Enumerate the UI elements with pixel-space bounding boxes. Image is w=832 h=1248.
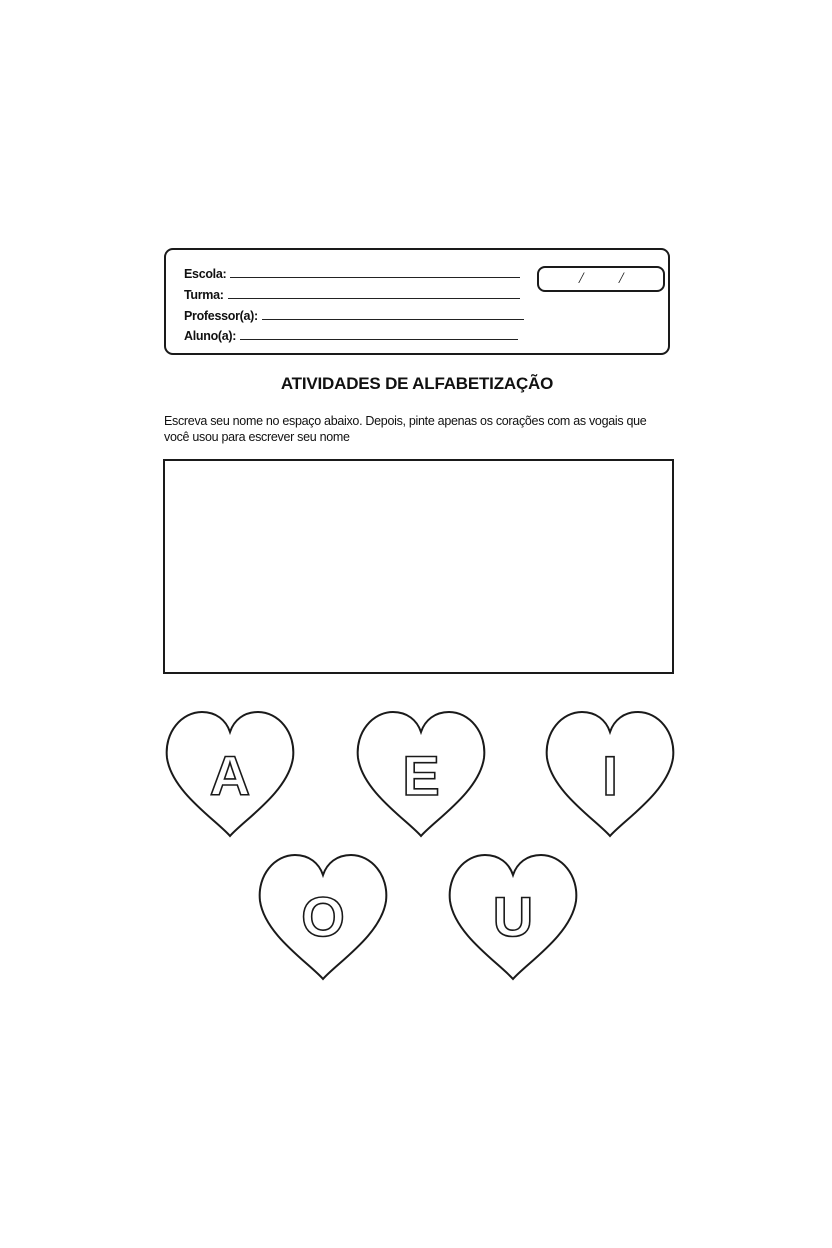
heart-vowel-a[interactable]	[164, 710, 296, 838]
teacher-field[interactable]	[184, 303, 524, 323]
vowel-letter: O	[301, 885, 345, 948]
school-label: Escola:	[184, 267, 227, 281]
name-writing-box[interactable]	[163, 459, 674, 674]
class-label: Turma:	[184, 288, 224, 302]
instructions-text	[164, 413, 664, 445]
school-field[interactable]	[184, 261, 520, 281]
school-line[interactable]	[230, 277, 520, 278]
vowel-letter: U	[492, 885, 534, 948]
class-field[interactable]	[184, 282, 520, 302]
vowel-letter: I	[602, 744, 618, 807]
teacher-line[interactable]	[262, 319, 524, 320]
student-info-box	[164, 248, 670, 355]
vowel-letter: A	[209, 744, 251, 807]
heart-vowel-u[interactable]	[447, 853, 579, 981]
page-title: ATIVIDADES DE ALFABETIZAÇÃO	[280, 374, 554, 393]
student-field[interactable]	[184, 323, 518, 343]
date-separator: /	[619, 270, 624, 287]
heart-vowel-e[interactable]	[355, 710, 487, 838]
instructions-line-2: você usou para escrever seu nome	[164, 430, 350, 444]
date-separator: /	[579, 270, 584, 287]
student-label: Aluno(a):	[184, 329, 237, 343]
date-field[interactable]	[537, 266, 665, 292]
instructions-line-1: Escreva seu nome no espaço abaixo. Depois, pinte apenas os corações com as vogais que	[164, 414, 647, 428]
class-line[interactable]	[228, 298, 520, 299]
heart-vowel-o[interactable]	[257, 853, 389, 981]
student-line[interactable]	[240, 339, 518, 340]
vowel-letter: E	[402, 744, 440, 807]
teacher-label: Professor(a):	[184, 309, 258, 323]
heart-vowel-i[interactable]	[544, 710, 676, 838]
